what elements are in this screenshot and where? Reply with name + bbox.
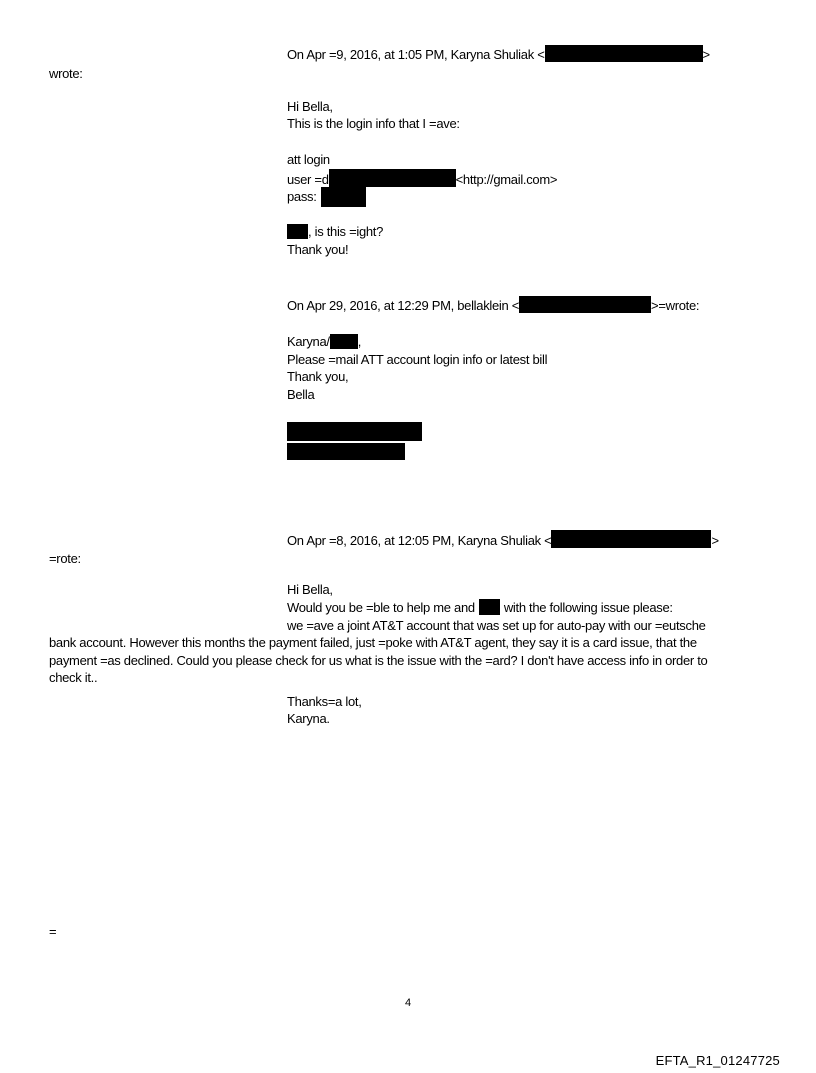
email3-line5-text: check it.. [49, 670, 98, 685]
email1-intro-text: This is the login info that I =ave: [287, 116, 460, 131]
email3-greeting [287, 581, 333, 598]
email1-pass-line [287, 187, 366, 207]
email1-question-text: , is this =ight? [308, 224, 384, 239]
email3-body-line3 [49, 634, 697, 651]
email2-salutation-comma: , [357, 334, 362, 349]
email3-body-line4 [49, 652, 707, 669]
email1-greeting [287, 98, 333, 115]
email2-header-line [287, 296, 699, 314]
email2-header-close: >=wrote: [651, 298, 700, 313]
email2-salutation-text: Karyna/ [287, 334, 330, 349]
email3-closing-text: Thanks=a lot, [287, 694, 362, 709]
email1-intro [287, 115, 460, 132]
email2-signature-text: Bella [287, 387, 315, 402]
redaction-box [287, 443, 405, 460]
email1-wrote-label [49, 65, 83, 82]
redaction-box [519, 296, 651, 313]
email3-line2-text: we =ave a joint AT&T account that was set up for auto-pay with our =eutsche [287, 618, 706, 633]
email2-header-text: On Apr 29, 2016, at 12:29 PM, bellaklein < [287, 298, 520, 313]
email1-wrote-text: wrote: [49, 66, 83, 81]
email3-body-line1 [287, 599, 673, 616]
email3-signature-text: Karyna. [287, 711, 330, 726]
email1-thanks [287, 241, 348, 258]
email1-att-login-text: att login [287, 152, 330, 167]
email3-line4-text: payment =as declined. Could you please check for us what is the issue with the =ard? I don't have access info in order to [49, 653, 708, 668]
email3-header-text: On Apr =8, 2016, at 12:05 PM, Karyna Shuliak < [287, 533, 552, 548]
page-number-text: 4 [404, 997, 412, 1009]
email3-body-line2 [287, 617, 706, 634]
email2-request [287, 351, 547, 368]
email1-greeting-text: Hi Bella, [287, 99, 333, 114]
email1-question-line [287, 223, 383, 240]
email3-line1-pre-text: Would you be =ble to help me and [287, 600, 475, 615]
email3-header-line [287, 530, 719, 549]
email1-pass-label: pass: [287, 189, 317, 204]
email1-user-label: user =d [287, 172, 329, 187]
redaction-box [287, 224, 308, 239]
email3-line3-text: bank account. However this months the payment failed, just =poke with AT&T agent, they say it is a card issue, that the [49, 635, 697, 650]
email2-signature [287, 386, 314, 403]
redaction-box [321, 187, 366, 207]
email1-user-gmail-link: <http://gmail.com> [455, 172, 558, 187]
email3-header-close: > [711, 533, 719, 548]
email3-body-line5 [49, 669, 97, 686]
stray-equals-text: = [49, 924, 57, 939]
email3-line1-post-text: with the following issue please: [503, 600, 673, 615]
email2-closing [287, 368, 348, 385]
email1-header-text: On Apr =9, 2016, at 1:05 PM, Karyna Shuliak < [287, 47, 545, 62]
email1-header-close: > [702, 47, 710, 62]
email2-salutation-line [287, 333, 361, 350]
redaction-box [545, 45, 703, 62]
redaction-box [287, 422, 422, 441]
email2-request-text: Please =mail ATT account login info or latest bill [287, 352, 548, 367]
bates-number-text: EFTA_R1_01247725 [655, 1053, 780, 1068]
page-number [0, 995, 816, 1012]
email3-closing [287, 693, 362, 710]
redaction-box [330, 334, 358, 349]
email3-wrote-label [49, 550, 81, 567]
email3-greeting-text: Hi Bella, [287, 582, 333, 597]
email3-wrote-text: =rote: [49, 551, 81, 566]
email3-signature [287, 710, 330, 727]
stray-equals-char [49, 923, 56, 940]
email1-user-line [287, 169, 557, 188]
bates-number [656, 1052, 780, 1069]
redaction-box [551, 530, 711, 548]
email1-att-login [287, 151, 330, 168]
email2-closing-text: Thank you, [287, 369, 349, 384]
redaction-box [329, 169, 456, 187]
redaction-box [479, 599, 500, 615]
email1-header-line [287, 45, 710, 63]
email1-thanks-text: Thank you! [287, 242, 349, 257]
